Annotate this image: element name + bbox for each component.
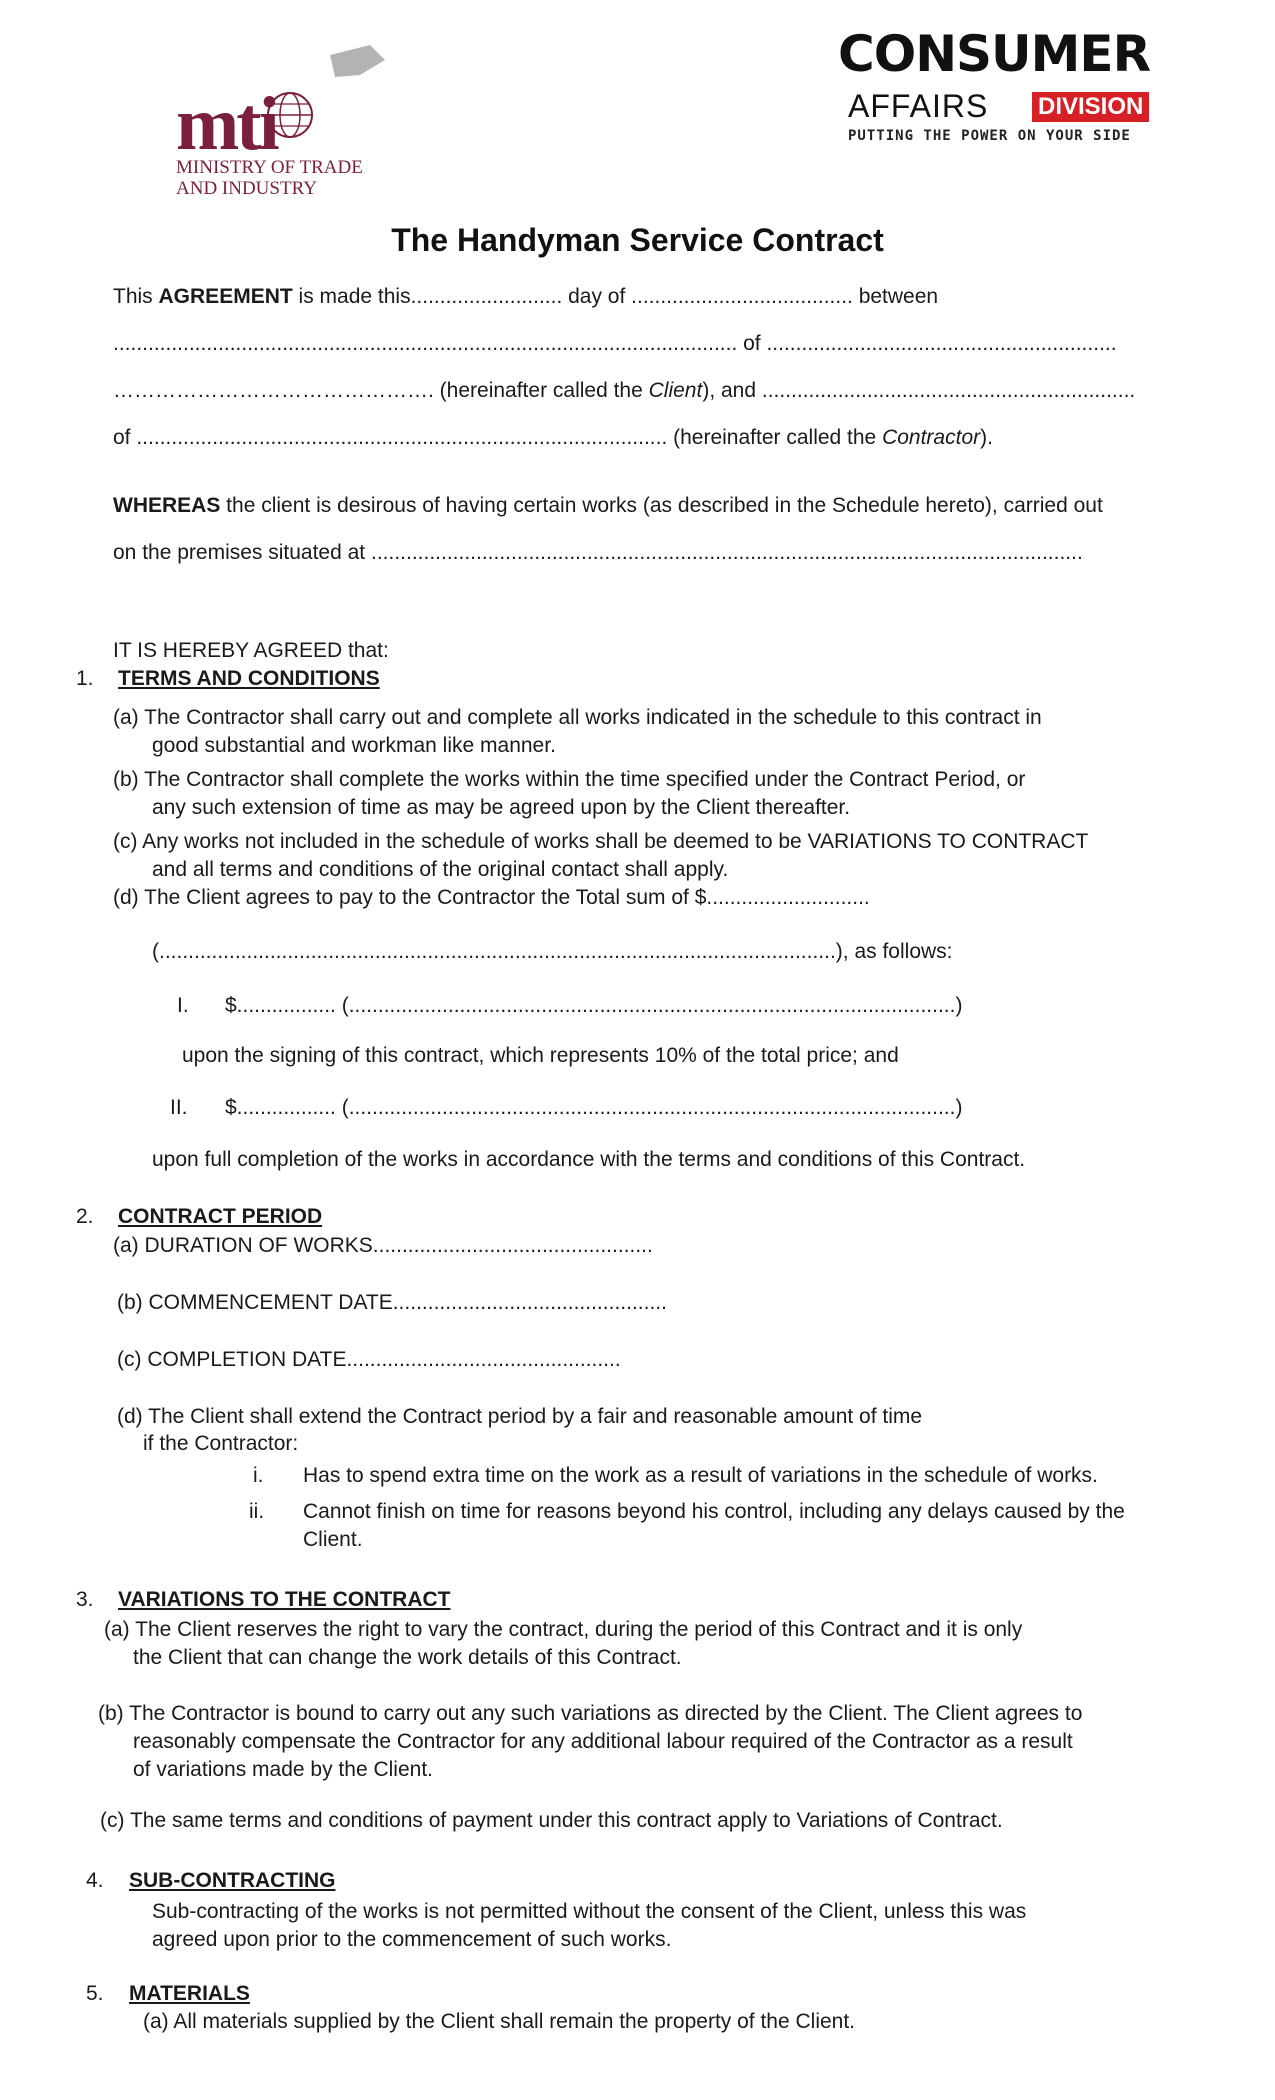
intro-line-1 xyxy=(113,283,938,311)
s1-c-line-2: and all terms and conditions of the original contact shall apply. xyxy=(152,858,729,881)
s1-i-note: upon the signing of this contract, which represents 10% of the total price; and xyxy=(182,1044,899,1067)
hereby-agreed: IT IS HEREBY AGREED that: xyxy=(113,639,389,662)
s1-d-line-2: (....................................................................................................................), as follows: xyxy=(152,940,953,963)
s1-c-line-1: (c) Any works not included in the schedule of works shall be deemed to be VARIATIONS TO CONTRACT xyxy=(113,830,1089,853)
mti-mark: mti xyxy=(176,82,277,166)
s2-i-text: Has to spend extra time on the work as a result of variations in the schedule of works. xyxy=(303,1464,1098,1487)
s5-heading: MATERIALS xyxy=(129,1982,250,2005)
s2-ii-text-1: Cannot finish on time for reasons beyond his control, including any delays caused by the xyxy=(303,1500,1125,1523)
s1-a-line-2: good substantial and workman like manner. xyxy=(152,734,556,757)
mti-ministry-name xyxy=(176,157,363,199)
agreement-word: AGREEMENT xyxy=(158,285,293,308)
s4-line-2: agreed upon prior to the commencement of such works. xyxy=(152,1928,672,1951)
intro-l4-c: ). xyxy=(980,426,993,449)
s1-b-line-1: (b) The Contractor shall complete the works within the time specified under the Contract Period, or xyxy=(113,768,1026,791)
whereas-text: the client is desirous of having certain works (as described in the Schedule hereto), carried out xyxy=(220,494,1103,517)
intro-l3-c: ), and ................................................................ xyxy=(702,379,1136,402)
whereas-line-1 xyxy=(113,492,1103,520)
s2-ii-text-2: Client. xyxy=(303,1528,363,1551)
s4-heading: SUB-CONTRACTING xyxy=(129,1869,336,1892)
s2-completion: (c) COMPLETION DATE............................................... xyxy=(117,1348,621,1371)
client-word: Client xyxy=(648,379,703,402)
s3-b-line-2: reasonably compensate the Contractor for any additional labour required of the Contractor as a result xyxy=(133,1730,1073,1753)
intro-line-3 xyxy=(113,377,1135,405)
intro-l4-a: of ........................................................................................... (hereinafter called the xyxy=(113,426,883,449)
document-title: The Handyman Service Contract xyxy=(391,222,884,258)
tagline: PUTTING THE POWER ON YOUR SIDE xyxy=(848,128,1131,144)
s3-heading: VARIATIONS TO THE CONTRACT xyxy=(118,1588,451,1611)
intro-line-4 xyxy=(113,424,993,452)
s1-heading: TERMS AND CONDITIONS xyxy=(118,667,380,690)
s5-a-line: (a) All materials supplied by the Client shall remain the property of the Client. xyxy=(143,2010,856,2033)
s1-ii-number: II. xyxy=(170,1096,188,1119)
s2-ii-number: ii. xyxy=(249,1500,265,1523)
s4-line-1: Sub-contracting of the works is not permitted without the consent of the Client, unless this was xyxy=(152,1900,1027,1923)
s1-a-line-1: (a) The Contractor shall carry out and complete all works indicated in the schedule to this contract in xyxy=(113,706,1042,729)
s2-heading: CONTRACT PERIOD xyxy=(118,1205,323,1228)
s3-a-line-1: (a) The Client reserves the right to vary the contract, during the period of this Contract and it is only xyxy=(104,1618,1023,1641)
intro-line-2: ........................................................................................................... of ............................................................ xyxy=(113,332,1117,355)
mti-line-2: AND INDUSTRY xyxy=(176,178,317,199)
mti-line-1: MINISTRY OF TRADE xyxy=(176,157,363,178)
s3-a-line-2: the Client that can change the work details of this Contract. xyxy=(133,1646,682,1669)
s3-c-line: (c) The same terms and conditions of payment under this contract apply to Variations of Contract. xyxy=(100,1809,1003,1832)
s1-number: 1. xyxy=(76,667,94,690)
contractor-word: Contractor xyxy=(882,426,981,449)
s2-number: 2. xyxy=(76,1205,94,1228)
affairs-word: AFFAIRS xyxy=(848,88,989,124)
intro-l3-a: ………………………………………. (hereinafter called the xyxy=(113,379,649,402)
s2-i-number: i. xyxy=(253,1464,264,1487)
s2-d-line-2: if the Contractor: xyxy=(143,1432,299,1455)
consumer-word: CONSUMER xyxy=(838,25,1151,83)
s3-b-line-3: of variations made by the Client. xyxy=(133,1758,433,1781)
s2-duration: (a) DURATION OF WORKS................................................ xyxy=(113,1234,653,1257)
s1-ii-amount: $................. (........................................................................................................) xyxy=(225,1096,963,1119)
s1-d-line-1: (d) The Client agrees to pay to the Contractor the Total sum of $............................ xyxy=(113,886,870,909)
intro-l1-a: This xyxy=(113,285,159,308)
whereas-word: WHEREAS xyxy=(113,494,221,517)
whereas-line-2: on the premises situated at .......................................................................................................................... xyxy=(113,541,1083,564)
division-badge: DIVISION xyxy=(1032,92,1149,122)
s1-i-number: I. xyxy=(177,994,189,1017)
s1-i-amount: $................. (........................................................................................................) xyxy=(225,994,963,1017)
s2-commencement: (b) COMMENCEMENT DATE............................................... xyxy=(117,1291,667,1314)
s3-b-line-1: (b) The Contractor is bound to carry out any such variations as directed by the Client. The Client agrees to xyxy=(98,1702,1083,1725)
s3-number: 3. xyxy=(76,1588,94,1611)
s5-number: 5. xyxy=(86,1982,104,2005)
s1-ii-note: upon full completion of the works in accordance with the terms and conditions of this Contract. xyxy=(152,1148,1026,1171)
s1-b-line-2: any such extension of time as may be agreed upon by the Client thereafter. xyxy=(152,796,851,819)
s4-number: 4. xyxy=(86,1869,104,1892)
s2-d-line-1: (d) The Client shall extend the Contract period by a fair and reasonable amount of time xyxy=(117,1405,923,1428)
intro-l1-c: is made this.......................... day of ...................................... between xyxy=(292,285,939,308)
